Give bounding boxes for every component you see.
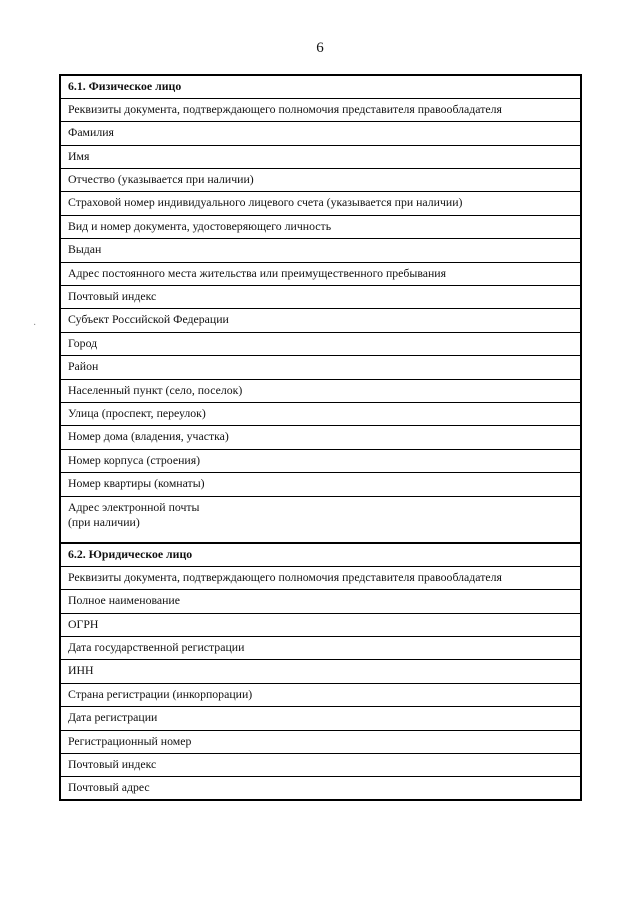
form-row: [60, 590, 581, 613]
field-label: Дата регистрации: [60, 707, 581, 730]
field-label-note: (при наличии): [68, 514, 140, 529]
form-row: [60, 660, 581, 683]
form-row: [60, 309, 581, 332]
field-label: ОГРН: [60, 613, 581, 636]
form-row: [60, 192, 581, 215]
form-row: [60, 730, 581, 753]
form-row: [60, 449, 581, 472]
form-table: [59, 74, 582, 801]
field-label: Район: [60, 356, 581, 379]
form-row: [60, 754, 581, 777]
field-label: Город: [60, 332, 581, 355]
field-label: Имя: [60, 145, 581, 168]
form-row: [60, 777, 581, 800]
form-row: [60, 473, 581, 496]
field-label: Улица (проспект, переулок): [60, 402, 581, 425]
form-row: [60, 262, 581, 285]
form-row: [60, 145, 581, 168]
margin-mark: ·: [33, 320, 37, 331]
form-row: [60, 98, 581, 121]
form-row: [60, 426, 581, 449]
form-row: [60, 169, 581, 192]
field-label: Почтовый адрес: [60, 777, 581, 800]
field-label: Отчество (указывается при наличии): [60, 169, 581, 192]
field-label: Реквизиты документа, подтверждающего полномочия представителя правообладателя: [60, 566, 581, 589]
field-label: Реквизиты документа, подтверждающего полномочия представителя правообладателя: [60, 98, 581, 121]
form-row: [60, 683, 581, 706]
section-row: [60, 75, 581, 98]
field-label: Выдан: [60, 239, 581, 262]
form-row: [60, 402, 581, 425]
form-row: [60, 286, 581, 309]
field-label: Вид и номер документа, удостоверяющего личность: [60, 215, 581, 238]
form-table-body: [60, 75, 581, 800]
field-label: Номер корпуса (строения): [60, 449, 581, 472]
form-row: [60, 332, 581, 355]
field-label: Почтовый индекс: [60, 754, 581, 777]
field-label: Страна регистрации (инкорпорации): [60, 683, 581, 706]
form-row: [60, 356, 581, 379]
section-heading: 6.2. Юридическое лицо: [60, 543, 581, 566]
form-row: [60, 239, 581, 262]
form-row: [60, 637, 581, 660]
field-cell-email: [60, 496, 581, 543]
field-label: Фамилия: [60, 122, 581, 145]
field-label: Дата государственной регистрации: [60, 637, 581, 660]
field-label: Регистрационный номер: [60, 730, 581, 753]
form-row: [60, 122, 581, 145]
field-label: Страховой номер индивидуального лицевого счета (указывается при наличии): [60, 192, 581, 215]
page-number: 6: [316, 40, 324, 56]
field-label: ИНН: [60, 660, 581, 683]
section-row: [60, 543, 581, 566]
form-row: [60, 613, 581, 636]
field-label: Адрес электронной почты: [68, 499, 200, 514]
field-label: Населенный пункт (село, поселок): [60, 379, 581, 402]
form-row: [60, 215, 581, 238]
form-row: [60, 566, 581, 589]
field-label: Номер дома (владения, участка): [60, 426, 581, 449]
form-row-double: [60, 496, 581, 543]
field-label: Субъект Российской Федерации: [60, 309, 581, 332]
field-label: Адрес постоянного места жительства или преимущественного пребывания: [60, 262, 581, 285]
field-label: Почтовый индекс: [60, 286, 581, 309]
field-label: Номер квартиры (комнаты): [60, 473, 581, 496]
form-row: [60, 379, 581, 402]
form-row: [60, 707, 581, 730]
section-heading: 6.1. Физическое лицо: [60, 75, 581, 98]
field-label: Полное наименование: [60, 590, 581, 613]
